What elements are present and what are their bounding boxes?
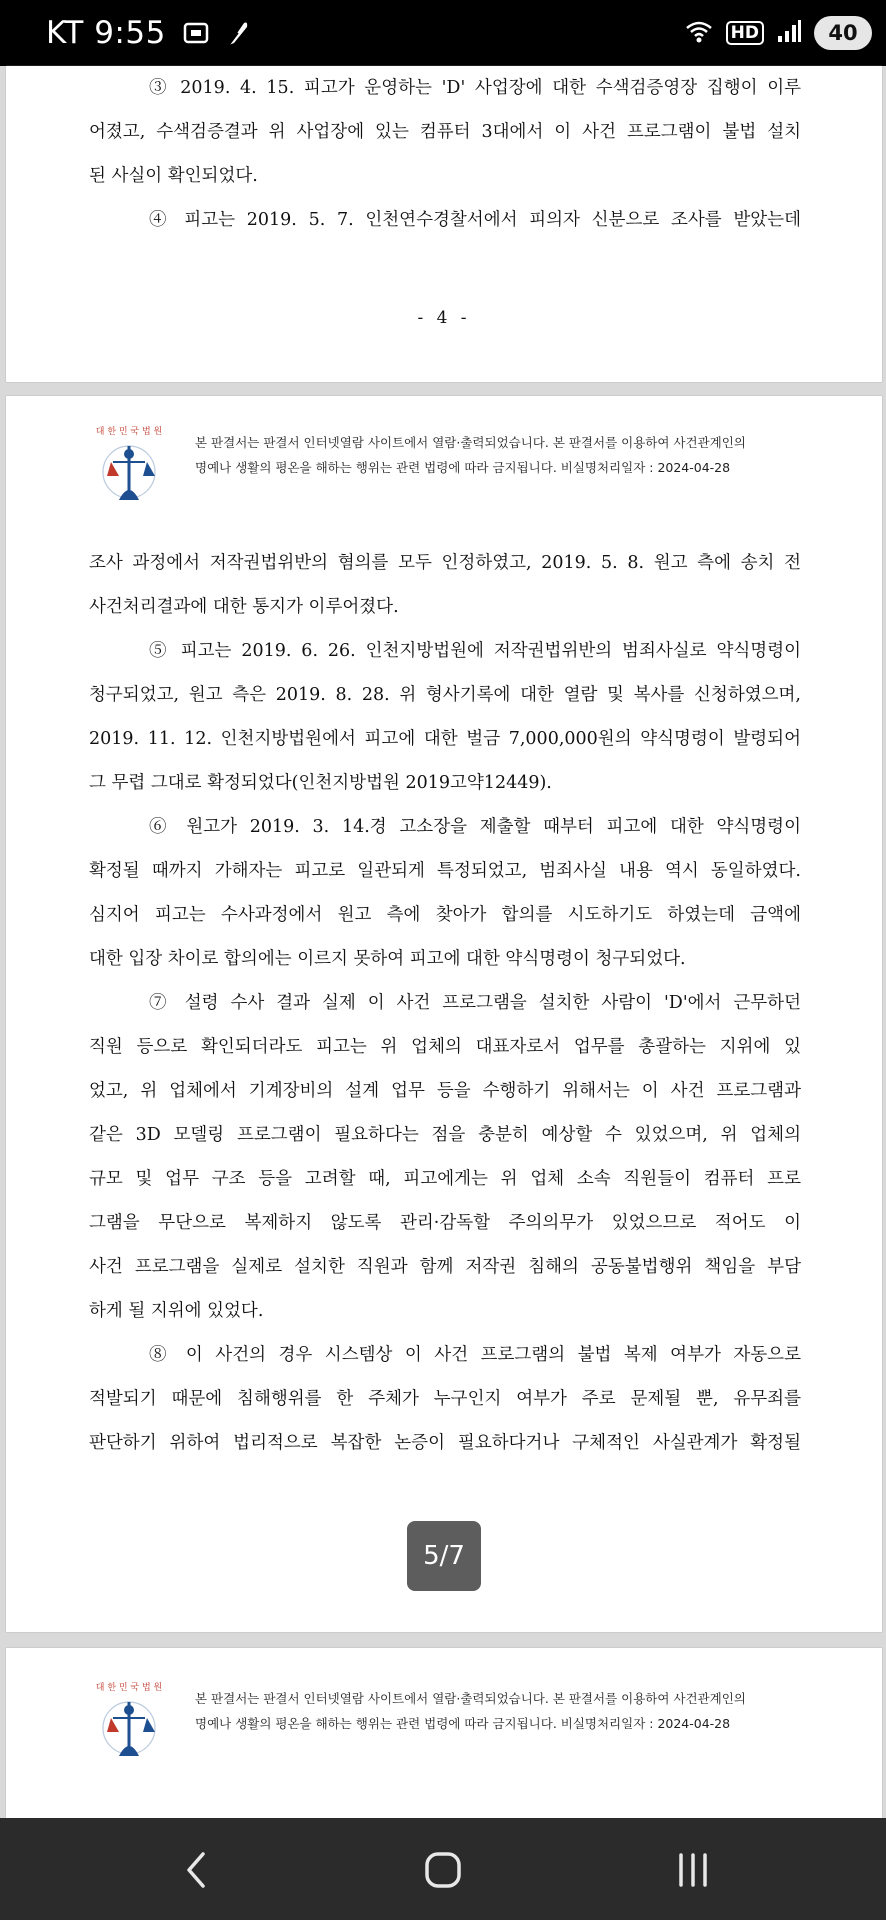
text-line: ⑦ 설령 수사 결과 실제 이 사건 프로그램을 설치한 사람이 'D'에서 근무하던 — [149, 993, 801, 1013]
court-notice-line: 명예나 생활의 평온을 해하는 행위는 관련 법령에 따라 금지됩니다. 비실명처리일자 : 2024-04-28 — [195, 1716, 731, 1731]
document-page-5 — [6, 396, 882, 1632]
document-page-6 — [6, 1648, 882, 1818]
text-line: 사건처리결과에 대한 통지가 이루어졌다. — [89, 597, 399, 617]
page-5-text — [89, 541, 801, 1465]
text-line: 사건 프로그램을 실제로 설치한 직원과 함께 저작권 침해의 공동불법행위 책임을 부담 — [89, 1257, 801, 1277]
text-line: 조사 과정에서 저작권법위반의 혐의를 모두 인정하였고, 2019. 5. 8. 원고 측에 송치 전 — [89, 553, 801, 573]
text-line: 그램을 무단으로 복제하지 않도록 관리·감독할 주의의무가 있었으므로 적어도 이 — [89, 1213, 801, 1233]
text-line: 2019. 11. 12. 인천지방법원에서 피고에 대한 벌금 7,000,000원의 약식명령이 발령되어 — [89, 729, 801, 749]
text-line: 직원 등으로 확인되더라도 피고는 위 업체의 대표자로서 업무를 총괄하는 지위에 있 — [89, 1037, 801, 1057]
text-line: 그 무렵 그대로 확정되었다(인천지방법원 2019고약12449). — [89, 773, 552, 793]
court-notice — [195, 1686, 809, 1736]
back-icon — [181, 1850, 211, 1890]
text-line: ⑥ 원고가 2019. 3. 14.경 고소장을 제출할 때부터 피고에 대한 약식명령이 — [149, 817, 801, 837]
court-header — [89, 420, 809, 510]
battery-indicator: 40 — [814, 16, 872, 50]
text-line: 심지어 피고는 수사과정에서 원고 측에 찾아가 합의를 시도하기도 하였는데 금액에 — [89, 905, 801, 925]
status-bar — [0, 0, 886, 66]
court-header — [89, 1676, 809, 1766]
recents-button[interactable] — [663, 1848, 723, 1892]
page-4-text — [89, 66, 801, 242]
court-logo-icon — [89, 1676, 169, 1766]
court-notice — [195, 430, 809, 480]
wifi-icon — [684, 18, 714, 48]
text-line: ④ 피고는 2019. 5. 7. 인천연수경찰서에서 피의자 신분으로 조사를 받았는데 — [149, 210, 801, 230]
svg-text:대 한 민 국 법 원: 대 한 민 국 법 원 — [95, 427, 163, 437]
text-line: 같은 3D 모델링 프로그램이 필요하다는 점을 충분히 예상할 수 있었으며, 위 업체의 — [89, 1125, 801, 1145]
court-notice-line: 본 판결서는 판결서 인터넷열람 사이트에서 열람·출력되었습니다. 본 판결서를 이용하여 사건관계인의 — [195, 1691, 746, 1706]
home-icon — [423, 1850, 463, 1890]
feather-icon — [226, 19, 250, 47]
svg-text:대 한 민 국 법 원: 대 한 민 국 법 원 — [95, 1683, 163, 1693]
court-notice-line: 본 판결서는 판결서 인터넷열람 사이트에서 열람·출력되었습니다. 본 판결서를 이용하여 사건관계인의 — [195, 435, 746, 450]
text-line: 판단하기 위하여 법리적으로 복잡한 논증이 필요하다거나 구체적인 사실관계가 확정될 — [89, 1433, 801, 1453]
page-number: - 4 - — [417, 308, 471, 328]
carrier-time: KT 9:55 — [46, 15, 166, 51]
back-button[interactable] — [166, 1848, 226, 1892]
text-line: 적발되기 때문에 침해행위를 한 주체가 누구인지 여부가 주로 문제될 뿐, 유무죄를 — [89, 1389, 801, 1409]
text-line: 규모 및 업무 구조 등을 고려할 때, 피고에게는 위 업체 소속 직원들이 컴퓨터 프로 — [89, 1169, 801, 1189]
text-line: 된 사실이 확인되었다. — [89, 166, 258, 186]
text-line: 확정될 때까지 가해자는 피고로 일관되게 특정되었고, 범죄사실 내용 역시 동일하였다. — [89, 861, 801, 881]
court-notice-line: 명예나 생활의 평온을 해하는 행위는 관련 법령에 따라 금지됩니다. 비실명처리일자 : 2024-04-28 — [195, 460, 731, 475]
text-line: ⑤ 피고는 2019. 6. 26. 인천지방법원에 저작권법위반의 범죄사실로 약식명령이 — [149, 641, 801, 661]
screenshot-icon — [182, 20, 210, 46]
hd-badge: HD — [726, 21, 764, 45]
court-logo-icon — [89, 420, 169, 510]
text-line: 청구되었고, 원고 측은 2019. 8. 28. 위 형사기록에 대한 열람 및 복사를 신청하였으며, — [89, 685, 801, 705]
signal-icon — [776, 18, 802, 48]
home-button[interactable] — [413, 1848, 473, 1892]
text-line: 어졌고, 수색검증결과 위 사업장에 있는 컴퓨터 3대에서 이 사건 프로그램이 불법 설치 — [89, 122, 801, 142]
page-indicator[interactable]: 5/7 — [407, 1521, 481, 1591]
text-line: ③ 2019. 4. 15. 피고가 운영하는 'D' 사업장에 대한 수색검증영장 집행이 이루 — [149, 78, 801, 98]
recents-icon — [673, 1850, 713, 1890]
text-line: 대한 입장 차이로 합의에는 이르지 못하여 피고에 대한 약식명령이 청구되었다. — [89, 949, 686, 969]
navigation-bar — [0, 1818, 886, 1920]
document-page-4 — [6, 66, 882, 382]
text-line: 었고, 위 업체에서 기계장비의 설계 업무 등을 수행하기 위해서는 이 사건 프로그램과 — [89, 1081, 801, 1101]
text-line: ⑧ 이 사건의 경우 시스템상 이 사건 프로그램의 불법 복제 여부가 자동으로 — [149, 1345, 801, 1365]
text-line: 하게 될 지위에 있었다. — [89, 1301, 264, 1321]
